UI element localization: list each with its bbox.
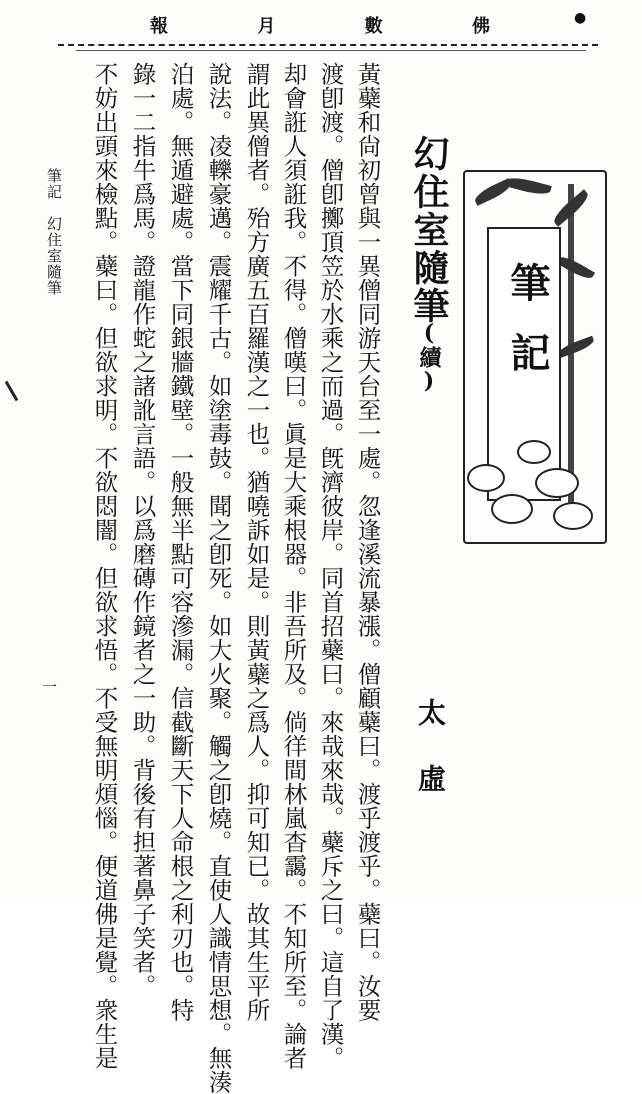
body-column-7: 錄一二指牛爲馬。證龍作蛇之諸訛言語。以爲磨磚作鏡者之一助。背後有担著鼻子笑者。 <box>128 62 157 998</box>
margin-tick-mark <box>5 381 19 402</box>
journal-title <box>150 8 490 42</box>
lotus-leaf-icon <box>553 502 593 530</box>
article-title: 幻住室隨筆 <box>408 135 450 325</box>
body-column-2: 渡卽渡。僧卽擲頂笠於水乘之而過。旣濟彼岸。同首招蘗曰。來哉來哉。蘗斥之曰。這自了漢。 <box>316 62 345 1070</box>
lotus-leaf-icon <box>535 468 579 498</box>
body-column-3: 却會誑人須誑我。不得。僧嘆曰。眞是大乘根器。非吾所及。倘徉間林嵐杳靄。不知所至。論者 <box>279 62 308 1070</box>
lotus-leaf-icon <box>467 464 505 492</box>
body-column-5: 說法。凌轢豪邁。震耀千古。如塗毒鼓。聞之卽死。如大火聚。觸之卽燒。直使人識情思想。無湊 <box>204 62 233 1094</box>
section-label: 筆記 <box>504 262 551 402</box>
journal-title-char-2: 數 <box>364 16 383 37</box>
journal-title-char-3: 月 <box>257 16 276 37</box>
body-column-4: 謂此異僧者。殆方廣五百羅漢之一也。猶嘵訴如是。則黃蘗之爲人。抑可知已。故其生平所 <box>242 62 271 1022</box>
header-rule-inner <box>76 50 586 51</box>
body-column-1: 黃蘗和尙初曾與一異僧同游天台至一處。忽逢溪流暴漲。僧顧蘗曰。渡乎渡乎。蘗曰。汝要 <box>353 62 382 1022</box>
journal-title-char-4: 報 <box>150 16 168 37</box>
running-footer: 筆記 幻住室隨筆 <box>45 168 63 296</box>
article-author: 太虛 <box>414 698 447 830</box>
journal-title-char-1: 佛 <box>471 16 490 37</box>
lotus-leaf-icon <box>517 440 551 464</box>
body-column-6: 泊處。無遁避處。當下同銀牆鐵壁。一般無半點可容滲漏。信截斷天下人命根之利刃也。特 <box>166 62 195 1022</box>
bamboo-leaf-icon <box>504 174 552 197</box>
article-title-suffix: (續) <box>416 320 442 394</box>
body-column-8: 不妨出頭來檢點。蘗曰。但欲求明。不欲悶闇。但欲求悟。不受無明煩惱。便道佛是覺。衆生是 <box>90 62 119 1070</box>
page-mark: ● <box>574 10 587 26</box>
header-rule-outer <box>58 44 598 46</box>
lotus-leaf-icon <box>491 494 533 524</box>
section-banner <box>463 170 607 544</box>
page-number: 一 <box>42 678 59 696</box>
bamboo-leaf-icon <box>556 336 595 358</box>
